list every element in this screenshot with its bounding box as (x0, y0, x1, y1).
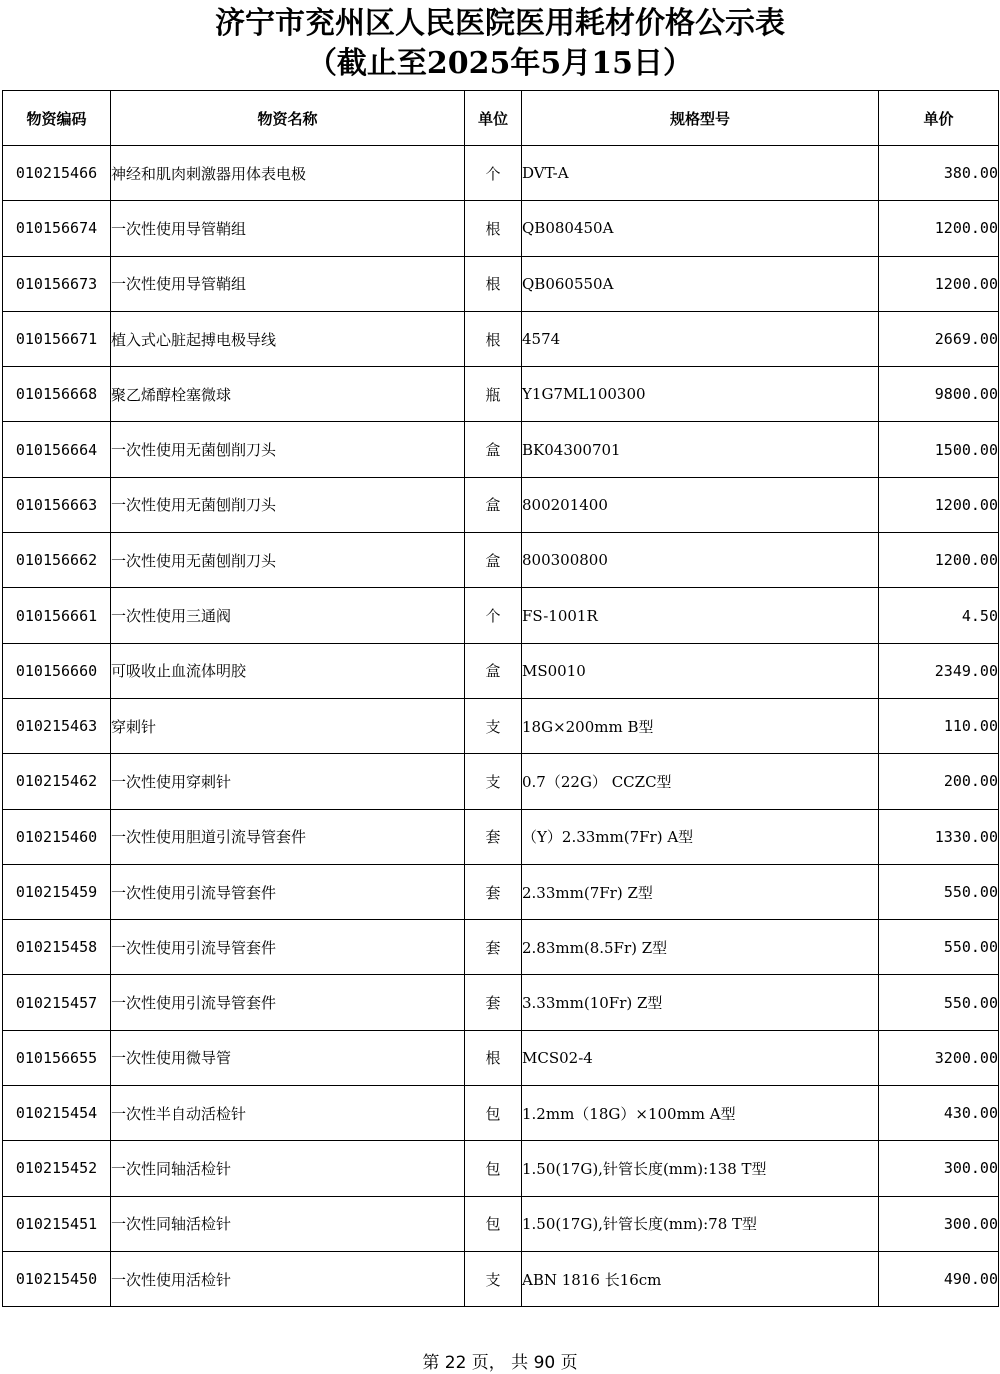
name-cell: 聚乙烯醇栓塞微球 (111, 367, 465, 422)
name-cell: 一次性使用无菌刨削刀头 (111, 533, 465, 588)
price-cell: 2669.00 (879, 311, 999, 366)
price-cell: 2349.00 (879, 643, 999, 698)
table-row (3, 422, 999, 477)
table-row (3, 311, 999, 366)
spec-cell: BK04300701 (522, 422, 879, 477)
name-cell: 一次性半自动活检针 (111, 1086, 465, 1141)
page-title: 济宁市兖州区人民医院医用耗材价格公示表 (215, 6, 785, 41)
table-row (3, 1251, 999, 1306)
spec-cell: QB080450A (522, 201, 879, 256)
unit-cell: 包 (465, 1086, 522, 1141)
page-footer: 第 22 页， 共 90 页 (422, 1353, 578, 1373)
spec-cell: 800300800 (522, 533, 879, 588)
unit-cell: 盒 (465, 477, 522, 532)
spec-cell: FS-1001R (522, 588, 879, 643)
unit-cell: 根 (465, 256, 522, 311)
unit-cell: 盒 (465, 643, 522, 698)
page-subtitle-date: （截止至2025年5月15日） (306, 46, 694, 81)
spec-cell: 4574 (522, 311, 879, 366)
price-cell: 1200.00 (879, 256, 999, 311)
spec-cell: 800201400 (522, 477, 879, 532)
unit-cell: 根 (465, 1030, 522, 1085)
price-cell: 9800.00 (879, 367, 999, 422)
price-cell: 380.00 (879, 146, 999, 201)
price-cell: 550.00 (879, 920, 999, 975)
table-row (3, 367, 999, 422)
table-row (3, 146, 999, 201)
code-cell: 010156655 (3, 1030, 111, 1085)
spec-cell: QB060550A (522, 256, 879, 311)
code-cell: 010156668 (3, 367, 111, 422)
spec-cell: 1.50(17G),针管长度(mm):78 T型 (522, 1196, 879, 1251)
code-cell: 010156663 (3, 477, 111, 532)
spec-cell: DVT-A (522, 146, 879, 201)
name-cell: 一次性使用引流导管套件 (111, 920, 465, 975)
price-cell: 300.00 (879, 1196, 999, 1251)
name-cell: 一次性使用三通阀 (111, 588, 465, 643)
name-cell: 一次性使用引流导管套件 (111, 864, 465, 919)
unit-cell: 包 (465, 1196, 522, 1251)
name-cell: 植入式心脏起搏电极导线 (111, 311, 465, 366)
table-row (3, 920, 999, 975)
unit-cell: 支 (465, 698, 522, 753)
name-cell: 穿刺针 (111, 698, 465, 753)
table-row (3, 975, 999, 1030)
name-cell: 一次性使用微导管 (111, 1030, 465, 1085)
table-row (3, 477, 999, 532)
table-row (3, 588, 999, 643)
price-cell: 490.00 (879, 1251, 999, 1306)
table-row (3, 754, 999, 809)
price-cell: 3200.00 (879, 1030, 999, 1085)
name-cell: 一次性使用导管鞘组 (111, 256, 465, 311)
table-header-row (3, 91, 999, 146)
price-cell: 1500.00 (879, 422, 999, 477)
unit-cell: 盒 (465, 422, 522, 477)
unit-cell: 套 (465, 975, 522, 1030)
unit-cell: 套 (465, 920, 522, 975)
table-row (3, 1196, 999, 1251)
table-row (3, 256, 999, 311)
spec-cell: 2.33mm(7Fr) Z型 (522, 864, 879, 919)
header-unit: 单位 (465, 91, 522, 146)
spec-cell: （Y）2.33mm(7Fr) A型 (522, 809, 879, 864)
unit-cell: 套 (465, 864, 522, 919)
price-cell: 1200.00 (879, 477, 999, 532)
table-row (3, 643, 999, 698)
code-cell: 010215454 (3, 1086, 111, 1141)
name-cell: 可吸收止血流体明胶 (111, 643, 465, 698)
price-cell: 1200.00 (879, 533, 999, 588)
code-cell: 010215452 (3, 1141, 111, 1196)
code-cell: 010156661 (3, 588, 111, 643)
name-cell: 神经和肌肉刺激器用体表电极 (111, 146, 465, 201)
spec-cell: 3.33mm(10Fr) Z型 (522, 975, 879, 1030)
spec-cell: ABN 1816 长16cm (522, 1251, 879, 1306)
header-spec: 规格型号 (522, 91, 879, 146)
price-cell: 550.00 (879, 864, 999, 919)
unit-cell: 根 (465, 311, 522, 366)
spec-cell: 1.2mm（18G）×100mm A型 (522, 1086, 879, 1141)
price-cell: 1330.00 (879, 809, 999, 864)
code-cell: 010215450 (3, 1251, 111, 1306)
table-row (3, 1141, 999, 1196)
table-row (3, 1030, 999, 1085)
price-cell: 200.00 (879, 754, 999, 809)
unit-cell: 瓶 (465, 367, 522, 422)
code-cell: 010215459 (3, 864, 111, 919)
table-row (3, 864, 999, 919)
code-cell: 010156660 (3, 643, 111, 698)
unit-cell: 包 (465, 1141, 522, 1196)
code-cell: 010215458 (3, 920, 111, 975)
code-cell: 010156671 (3, 311, 111, 366)
name-cell: 一次性使用穿刺针 (111, 754, 465, 809)
spec-cell: 18G×200mm B型 (522, 698, 879, 753)
spec-cell: 0.7（22G） CCZC型 (522, 754, 879, 809)
spec-cell: MCS02-4 (522, 1030, 879, 1085)
price-cell: 1200.00 (879, 201, 999, 256)
code-cell: 010156662 (3, 533, 111, 588)
price-cell: 550.00 (879, 975, 999, 1030)
table-row (3, 533, 999, 588)
unit-cell: 套 (465, 809, 522, 864)
code-cell: 010156664 (3, 422, 111, 477)
name-cell: 一次性使用活检针 (111, 1251, 465, 1306)
unit-cell: 个 (465, 588, 522, 643)
header-name: 物资名称 (111, 91, 465, 146)
unit-cell: 支 (465, 1251, 522, 1306)
spec-cell: MS0010 (522, 643, 879, 698)
code-cell: 010215460 (3, 809, 111, 864)
header-code: 物资编码 (3, 91, 111, 146)
unit-cell: 支 (465, 754, 522, 809)
price-cell: 4.50 (879, 588, 999, 643)
table-row (3, 698, 999, 753)
unit-cell: 根 (465, 201, 522, 256)
name-cell: 一次性使用胆道引流导管套件 (111, 809, 465, 864)
name-cell: 一次性使用无菌刨削刀头 (111, 477, 465, 532)
spec-cell: 1.50(17G),针管长度(mm):138 T型 (522, 1141, 879, 1196)
name-cell: 一次性使用无菌刨削刀头 (111, 422, 465, 477)
spec-cell: 2.83mm(8.5Fr) Z型 (522, 920, 879, 975)
table-row (3, 809, 999, 864)
spec-cell: Y1G7ML100300 (522, 367, 879, 422)
price-cell: 110.00 (879, 698, 999, 753)
unit-cell: 个 (465, 146, 522, 201)
unit-cell: 盒 (465, 533, 522, 588)
name-cell: 一次性使用引流导管套件 (111, 975, 465, 1030)
code-cell: 010215457 (3, 975, 111, 1030)
name-cell: 一次性使用导管鞘组 (111, 201, 465, 256)
code-cell: 010215466 (3, 146, 111, 201)
table-row (3, 201, 999, 256)
code-cell: 010156674 (3, 201, 111, 256)
code-cell: 010156673 (3, 256, 111, 311)
header-price: 单价 (879, 91, 999, 146)
table-row (3, 1086, 999, 1141)
code-cell: 010215463 (3, 698, 111, 753)
price-cell: 430.00 (879, 1086, 999, 1141)
name-cell: 一次性同轴活检针 (111, 1141, 465, 1196)
price-table (2, 90, 999, 1307)
code-cell: 010215451 (3, 1196, 111, 1251)
code-cell: 010215462 (3, 754, 111, 809)
name-cell: 一次性同轴活检针 (111, 1196, 465, 1251)
price-cell: 300.00 (879, 1141, 999, 1196)
